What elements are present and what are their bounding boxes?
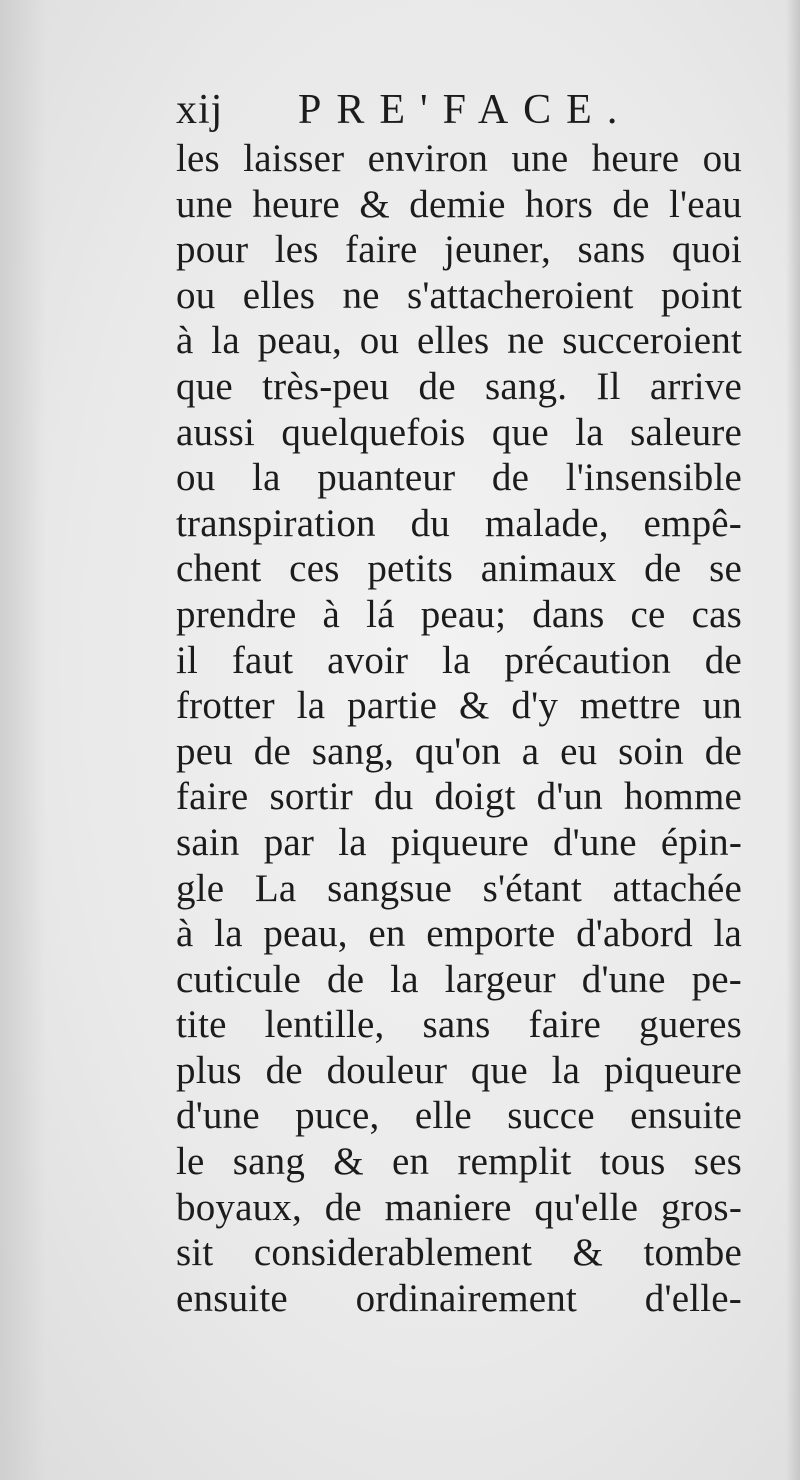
text-line: le sang & en remplit tous ses xyxy=(176,1140,742,1184)
text-line: que très-peu de sang. Il arrive xyxy=(176,364,742,408)
page-gutter-shadow xyxy=(0,0,46,1480)
body-text xyxy=(176,136,742,1321)
text-line: à la peau, en emporte d'abord la xyxy=(176,912,742,956)
text-line: il faut avoir la précaution de xyxy=(176,638,742,682)
text-line: ou elles ne s'attacheroient point xyxy=(176,273,742,317)
text-line: tite lentille, sans faire gueres xyxy=(176,1003,742,1047)
text-line: transpiration du malade, empê- xyxy=(176,501,742,545)
text-line: faire sortir du doigt d'un homme xyxy=(176,775,742,819)
text-line: boyaux, de maniere qu'elle gros- xyxy=(176,1185,742,1229)
text-line: prendre à lá peau; dans ce cas xyxy=(176,592,742,636)
text-line: à la peau, ou elles ne succeroient xyxy=(176,319,742,363)
text-line: frotter la partie & d'y mettre un xyxy=(176,684,742,728)
text-line: plus de douleur que la piqueure xyxy=(176,1048,742,1092)
text-line: pour les faire jeuner, sans quoi xyxy=(176,228,742,272)
text-line: peu de sang, qu'on a eu soin de xyxy=(176,729,742,773)
text-line: sain par la piqueure d'une épin- xyxy=(176,820,742,864)
running-head: PRE'FACE. xyxy=(298,87,633,133)
page-edge xyxy=(786,0,800,1480)
text-line: sit considerablement & tombe xyxy=(176,1231,742,1275)
text-line: aussi quelquefois que la saleure xyxy=(176,410,742,454)
page-header xyxy=(176,80,736,140)
text-line: d'une puce, elle succe ensuite xyxy=(176,1094,742,1138)
text-line: gle La sangsue s'étant attachée xyxy=(176,866,742,910)
text-line: chent ces petits animaux de se xyxy=(176,547,742,591)
text-line: ensuite ordinairement d'elle- xyxy=(176,1276,742,1320)
text-line: une heure & demie hors de l'eau xyxy=(176,182,742,226)
text-line: cuticule de la largeur d'une pe- xyxy=(176,957,742,1001)
page-number: xij xyxy=(176,87,224,133)
text-line: les laisser environ une heure ou xyxy=(176,137,742,180)
text-line: ou la puanteur de l'insensible xyxy=(176,456,742,500)
